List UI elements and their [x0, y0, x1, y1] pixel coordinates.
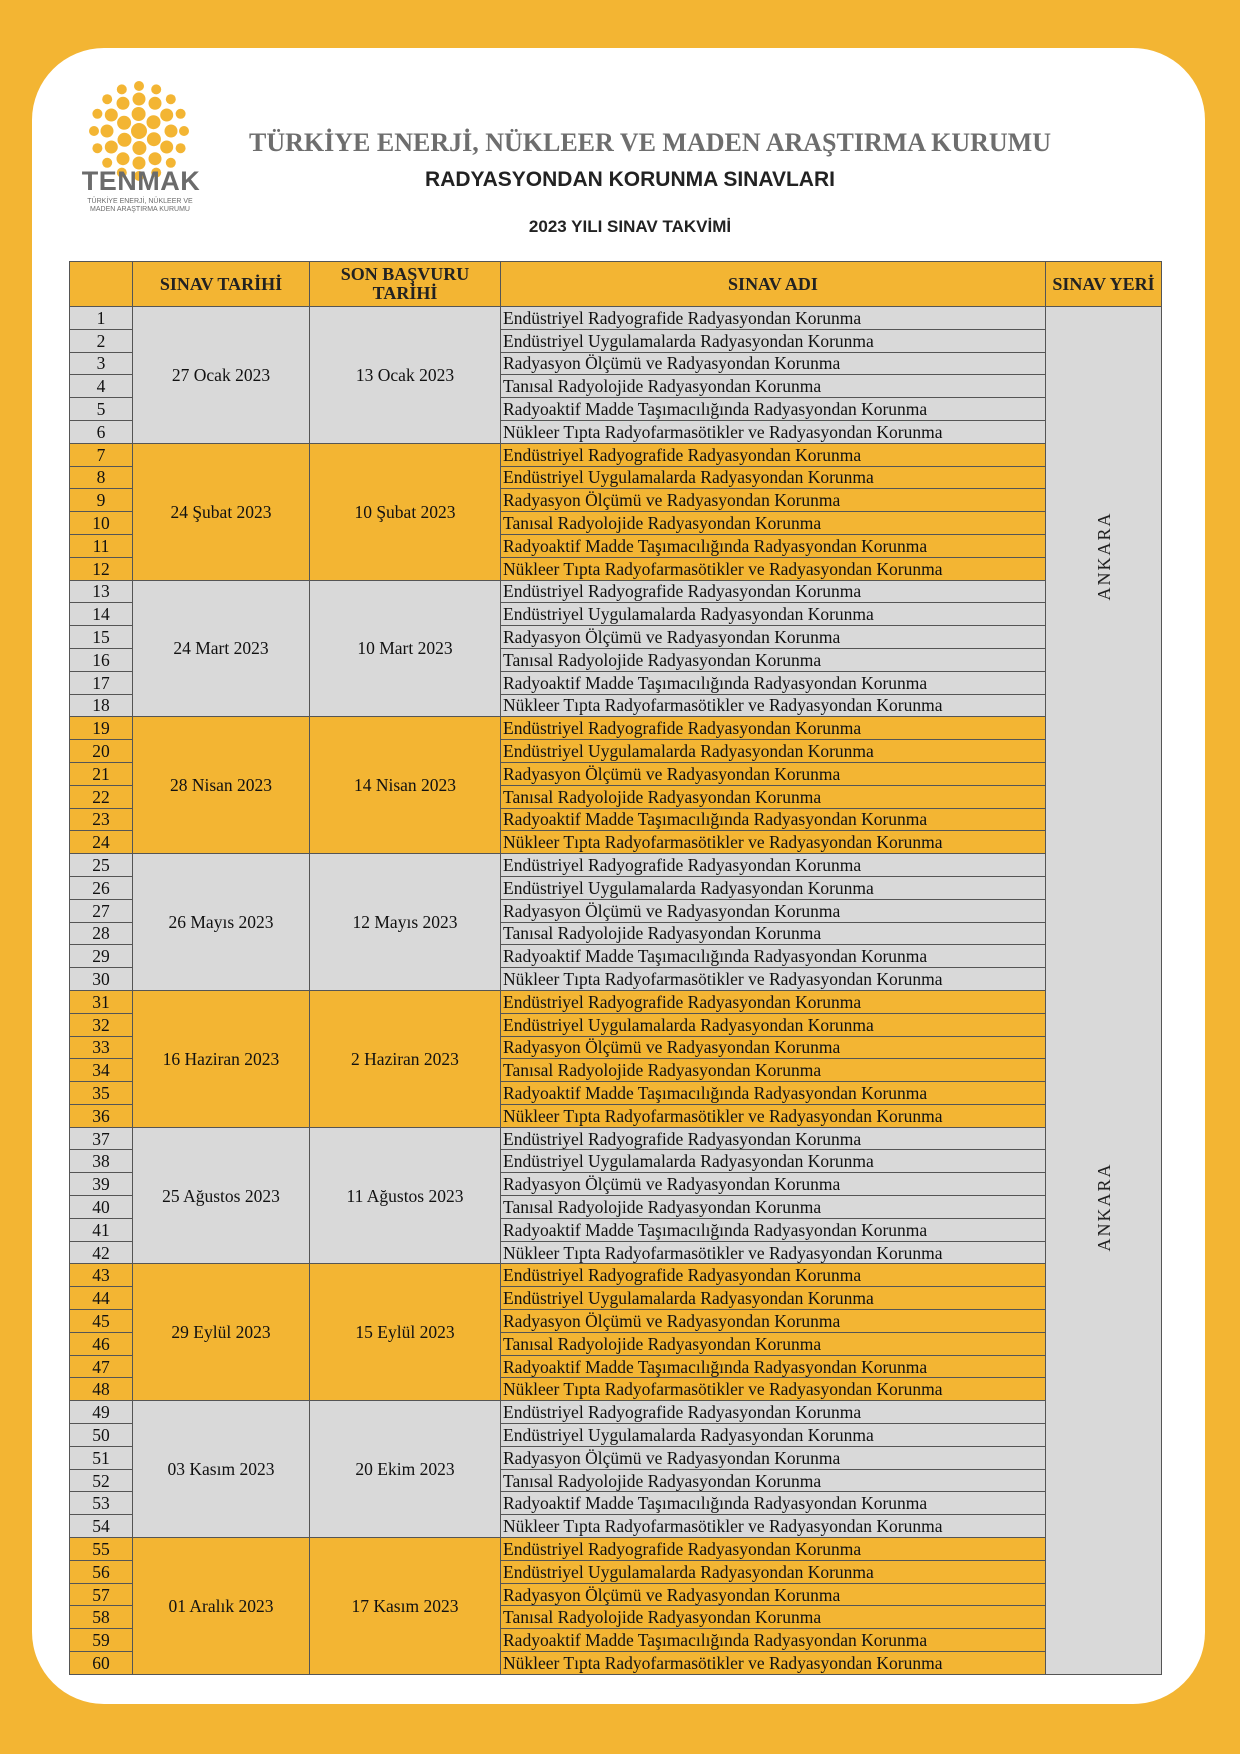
row-number: 37 [70, 1127, 133, 1150]
table-row [70, 580, 1162, 603]
exam-name-cell: Endüstriyel Radyografide Radyasyondan Korunma [501, 717, 1046, 740]
row-number: 38 [70, 1150, 133, 1173]
logo-dot [132, 107, 146, 121]
deadline-cell: 13 Ocak 2023 [310, 307, 501, 444]
row-number: 12 [70, 557, 133, 580]
logo-dot [105, 141, 118, 154]
logo-dot [160, 141, 173, 154]
row-number: 21 [70, 762, 133, 785]
deadline-cell: 14 Nisan 2023 [310, 717, 501, 854]
row-number: 33 [70, 1036, 133, 1059]
exam-date-cell: 26 Mayıs 2023 [133, 854, 310, 991]
table-row [70, 307, 1162, 330]
row-number: 3 [70, 352, 133, 375]
row-number: 23 [70, 808, 133, 831]
page-subtitle: RADYASYONDAN KORUNMA SINAVLARI [425, 168, 835, 191]
exam-name-cell: Endüstriyel Uygulamalarda Radyasyondan Korunma [501, 876, 1046, 899]
table-row [70, 1401, 1162, 1424]
deadline-cell: 12 Mayıs 2023 [310, 854, 501, 991]
exam-date-cell: 16 Haziran 2023 [133, 990, 310, 1127]
exam-name-cell: Radyasyon Ölçümü ve Radyasyondan Korunma [501, 352, 1046, 375]
deadline-cell: 11 Ağustos 2023 [310, 1127, 501, 1264]
exam-name-cell: Endüstriyel Uygulamalarda Radyasyondan Korunma [501, 1424, 1046, 1447]
row-number: 6 [70, 420, 133, 443]
logo-dot [118, 133, 132, 147]
table-row [70, 443, 1162, 466]
logo-dot [151, 84, 161, 94]
row-number: 55 [70, 1538, 133, 1561]
row-number: 29 [70, 945, 133, 968]
location-label: ANKARA [1093, 1162, 1114, 1252]
exam-name-cell: Radyasyon Ölçümü ve Radyasyondan Korunma [501, 1446, 1046, 1469]
row-number: 46 [70, 1332, 133, 1355]
exam-name-cell: Tanısal Radyolojide Radyasyondan Korunma [501, 1196, 1046, 1219]
exam-name-cell: Nükleer Tıpta Radyofarmasötikler ve Radyasyondan Korunma [501, 694, 1046, 717]
location-cell [1046, 307, 1162, 1675]
exam-name-cell: Radyasyon Ölçümü ve Radyasyondan Korunma [501, 762, 1046, 785]
logo-dot [102, 94, 112, 104]
row-number: 25 [70, 854, 133, 877]
exam-name-cell: Tanısal Radyolojide Radyasyondan Korunma [501, 785, 1046, 808]
row-number: 8 [70, 466, 133, 489]
row-number: 56 [70, 1560, 133, 1583]
logo-dot [160, 109, 173, 122]
exam-name-cell: Radyasyon Ölçümü ve Radyasyondan Korunma [501, 1036, 1046, 1059]
exam-name-cell: Endüstriyel Radyografide Radyasyondan Korunma [501, 990, 1046, 1013]
table-body [70, 307, 1162, 1675]
row-number: 45 [70, 1310, 133, 1333]
exam-date-cell: 03 Kasım 2023 [133, 1401, 310, 1538]
logo-dot [117, 116, 131, 130]
logo-wordmark: TENMAK [81, 166, 201, 196]
deadline-cell: 2 Haziran 2023 [310, 990, 501, 1127]
exam-name-cell: Endüstriyel Radyografide Radyasyondan Korunma [501, 580, 1046, 603]
exam-date-cell: 29 Eylül 2023 [133, 1264, 310, 1401]
row-number: 19 [70, 717, 133, 740]
row-number: 58 [70, 1606, 133, 1629]
table-row [70, 854, 1162, 877]
exam-date-cell: 27 Ocak 2023 [133, 307, 310, 444]
exam-name-cell: Endüstriyel Radyografide Radyasyondan Korunma [501, 443, 1046, 466]
exam-name-cell: Radyoaktif Madde Taşımacılığında Radyasyondan Korunma [501, 398, 1046, 421]
logo-dot [92, 143, 102, 153]
exam-name-cell: Radyoaktif Madde Taşımacılığında Radyasyondan Korunma [501, 1218, 1046, 1241]
exam-name-cell: Radyasyon Ölçümü ve Radyasyondan Korunma [501, 626, 1046, 649]
row-number: 50 [70, 1424, 133, 1447]
exam-name-cell: Radyasyon Ölçümü ve Radyasyondan Korunma [501, 1173, 1046, 1196]
row-number: 35 [70, 1082, 133, 1105]
exam-name-cell: Radyoaktif Madde Taşımacılığında Radyasyondan Korunma [501, 534, 1046, 557]
row-number: 14 [70, 603, 133, 626]
exam-name-cell: Endüstriyel Uygulamalarda Radyasyondan Korunma [501, 603, 1046, 626]
exam-name-cell: Radyoaktif Madde Taşımacılığında Radyasyondan Korunma [501, 945, 1046, 968]
logo-dot [92, 109, 102, 119]
row-number: 24 [70, 831, 133, 854]
exam-name-cell: Tanısal Radyolojide Radyasyondan Korunma [501, 922, 1046, 945]
calendar-title: 2023 YILI SINAV TAKVİMİ [528, 217, 732, 236]
logo-dot [131, 123, 147, 139]
table-row [70, 1264, 1162, 1287]
exam-name-cell: Endüstriyel Radyografide Radyasyondan Korunma [501, 1401, 1046, 1424]
row-number: 49 [70, 1401, 133, 1424]
exam-name-cell: Nükleer Tıpta Radyofarmasötikler ve Radyasyondan Korunma [501, 1652, 1046, 1675]
logo-dot [165, 125, 178, 138]
row-number: 11 [70, 534, 133, 557]
deadline-cell: 10 Mart 2023 [310, 580, 501, 717]
row-number: 41 [70, 1218, 133, 1241]
exam-name-cell: Endüstriyel Uygulamalarda Radyasyondan Korunma [501, 329, 1046, 352]
logo-dot [105, 109, 118, 122]
logo-dot [149, 152, 162, 165]
exam-name-cell: Endüstriyel Radyografide Radyasyondan Korunma [501, 1264, 1046, 1287]
logo-dot [133, 93, 146, 106]
row-number: 54 [70, 1515, 133, 1538]
exam-name-cell: Radyasyon Ölçümü ve Radyasyondan Korunma [501, 1310, 1046, 1333]
exam-name-cell: Radyoaktif Madde Taşımacılığında Radyasyondan Korunma [501, 671, 1046, 694]
exam-name-cell: Endüstriyel Uygulamalarda Radyasyondan Korunma [501, 466, 1046, 489]
exam-name-cell: Tanısal Radyolojide Radyasyondan Korunma [501, 1332, 1046, 1355]
logo-dot [117, 84, 127, 94]
row-number: 42 [70, 1241, 133, 1264]
exam-name-cell: Endüstriyel Radyografide Radyasyondan Korunma [501, 1127, 1046, 1150]
table-row [70, 1127, 1162, 1150]
row-number: 47 [70, 1355, 133, 1378]
tenmak-sun-logo [64, 78, 214, 218]
row-number: 26 [70, 876, 133, 899]
logo-dot [134, 81, 144, 91]
exam-name-cell: Tanısal Radyolojide Radyasyondan Korunma [501, 1606, 1046, 1629]
row-number: 13 [70, 580, 133, 603]
exam-name-cell: Nükleer Tıpta Radyofarmasötikler ve Radyasyondan Korunma [501, 968, 1046, 991]
deadline-cell: 15 Eylül 2023 [310, 1264, 501, 1401]
exam-name-cell: Radyasyon Ölçümü ve Radyasyondan Korunma [501, 489, 1046, 512]
row-number: 44 [70, 1287, 133, 1310]
exam-date-cell: 25 Ağustos 2023 [133, 1127, 310, 1264]
deadline-cell: 10 Şubat 2023 [310, 443, 501, 580]
logo-dot [176, 109, 186, 119]
logo-dot [176, 143, 186, 153]
row-number: 7 [70, 443, 133, 466]
header-location: SINAV YERİ [1046, 262, 1162, 307]
exam-name-cell: Tanısal Radyolojide Radyasyondan Korunma [501, 375, 1046, 398]
row-number: 1 [70, 307, 133, 330]
row-number: 18 [70, 694, 133, 717]
table-row [70, 1538, 1162, 1561]
logo-dot [117, 97, 130, 110]
header-deadline: SON BAŞVURU TARİHİ [310, 262, 501, 307]
exam-name-cell: Radyasyon Ölçümü ve Radyasyondan Korunma [501, 899, 1046, 922]
exam-name-cell: Tanısal Radyolojide Radyasyondan Korunma [501, 1469, 1046, 1492]
exam-name-cell: Endüstriyel Uygulamalarda Radyasyondan Korunma [501, 740, 1046, 763]
exam-name-cell: Endüstriyel Uygulamalarda Radyasyondan Korunma [501, 1560, 1046, 1583]
row-number: 30 [70, 968, 133, 991]
table-row [70, 717, 1162, 740]
row-number: 60 [70, 1652, 133, 1675]
row-number: 15 [70, 626, 133, 649]
logo-dot [149, 97, 162, 110]
exam-name-cell: Radyoaktif Madde Taşımacılığında Radyasyondan Korunma [501, 1082, 1046, 1105]
exam-name-cell: Endüstriyel Radyografide Radyasyondan Korunma [501, 854, 1046, 877]
logo-dot [132, 141, 146, 155]
header-exam-name: SINAV ADI [501, 262, 1046, 307]
row-number: 5 [70, 398, 133, 421]
logo-dot [117, 152, 130, 165]
logo-dot [179, 126, 189, 136]
row-number: 51 [70, 1446, 133, 1469]
exam-date-cell: 28 Nisan 2023 [133, 717, 310, 854]
row-number: 31 [70, 990, 133, 1013]
header-exam-date: SINAV TARİHİ [133, 262, 310, 307]
deadline-cell: 17 Kasım 2023 [310, 1538, 501, 1675]
exam-name-cell: Nükleer Tıpta Radyofarmasötikler ve Radyasyondan Korunma [501, 1515, 1046, 1538]
exam-name-cell: Nükleer Tıpta Radyofarmasötikler ve Radyasyondan Korunma [501, 1104, 1046, 1127]
row-number: 34 [70, 1059, 133, 1082]
row-number: 43 [70, 1264, 133, 1287]
row-number: 59 [70, 1629, 133, 1652]
exam-date-cell: 24 Şubat 2023 [133, 443, 310, 580]
header-no [70, 262, 133, 307]
row-number: 16 [70, 648, 133, 671]
exam-name-cell: Nükleer Tıpta Radyofarmasötikler ve Radyasyondan Korunma [501, 557, 1046, 580]
logo-dot [166, 94, 176, 104]
row-number: 48 [70, 1378, 133, 1401]
organization-title: TÜRKİYE ENERJİ, NÜKLEER VE MADEN ARAŞTIRMA KURUMU [249, 128, 1051, 157]
logo-dot [147, 115, 161, 129]
exam-name-cell: Nükleer Tıpta Radyofarmasötikler ve Radyasyondan Korunma [501, 1241, 1046, 1264]
exam-name-cell: Endüstriyel Uygulamalarda Radyasyondan Korunma [501, 1287, 1046, 1310]
row-number: 57 [70, 1583, 133, 1606]
exam-name-cell: Endüstriyel Radyografide Radyasyondan Korunma [501, 1538, 1046, 1561]
exam-schedule-table [69, 261, 1162, 1675]
location-label: ANKARA [1093, 511, 1114, 601]
row-number: 10 [70, 512, 133, 535]
exam-name-cell: Radyoaktif Madde Taşımacılığında Radyasyondan Korunma [501, 1355, 1046, 1378]
row-number: 4 [70, 375, 133, 398]
row-number: 52 [70, 1469, 133, 1492]
row-number: 2 [70, 329, 133, 352]
exam-name-cell: Nükleer Tıpta Radyofarmasötikler ve Radyasyondan Korunma [501, 1378, 1046, 1401]
deadline-cell: 20 Ekim 2023 [310, 1401, 501, 1538]
row-number: 36 [70, 1104, 133, 1127]
exam-name-cell: Radyoaktif Madde Taşımacılığında Radyasyondan Korunma [501, 1629, 1046, 1652]
exam-name-cell: Radyoaktif Madde Taşımacılığında Radyasyondan Korunma [501, 1492, 1046, 1515]
row-number: 20 [70, 740, 133, 763]
table-header-row [70, 262, 1162, 307]
exam-name-cell: Radyasyon Ölçümü ve Radyasyondan Korunma [501, 1583, 1046, 1606]
exam-name-cell: Endüstriyel Uygulamalarda Radyasyondan Korunma [501, 1150, 1046, 1173]
logo-subtitle: TÜRKİYE ENERJİ, NÜKLEER VE MADEN ARAŞTIRMA KURUMU [87, 198, 193, 213]
exam-name-cell: Nükleer Tıpta Radyofarmasötikler ve Radyasyondan Korunma [501, 831, 1046, 854]
row-number: 9 [70, 489, 133, 512]
exam-date-cell: 24 Mart 2023 [133, 580, 310, 717]
exam-name-cell: Tanısal Radyolojide Radyasyondan Korunma [501, 648, 1046, 671]
row-number: 53 [70, 1492, 133, 1515]
exam-name-cell: Tanısal Radyolojide Radyasyondan Korunma [501, 512, 1046, 535]
row-number: 17 [70, 671, 133, 694]
exam-name-cell: Endüstriyel Radyografide Radyasyondan Korunma [501, 307, 1046, 330]
exam-name-cell: Nükleer Tıpta Radyofarmasötikler ve Radyasyondan Korunma [501, 420, 1046, 443]
exam-name-cell: Tanısal Radyolojide Radyasyondan Korunma [501, 1059, 1046, 1082]
table-row [70, 990, 1162, 1013]
exam-name-cell: Radyoaktif Madde Taşımacılığında Radyasyondan Korunma [501, 808, 1046, 831]
row-number: 27 [70, 899, 133, 922]
row-number: 40 [70, 1196, 133, 1219]
row-number: 32 [70, 1013, 133, 1036]
row-number: 22 [70, 785, 133, 808]
row-number: 28 [70, 922, 133, 945]
logo-dot [147, 132, 161, 146]
exam-name-cell: Endüstriyel Uygulamalarda Radyasyondan Korunma [501, 1013, 1046, 1036]
row-number: 39 [70, 1173, 133, 1196]
logo-dot [101, 125, 114, 138]
logo-dot [89, 126, 99, 136]
exam-date-cell: 01 Aralık 2023 [133, 1538, 310, 1675]
